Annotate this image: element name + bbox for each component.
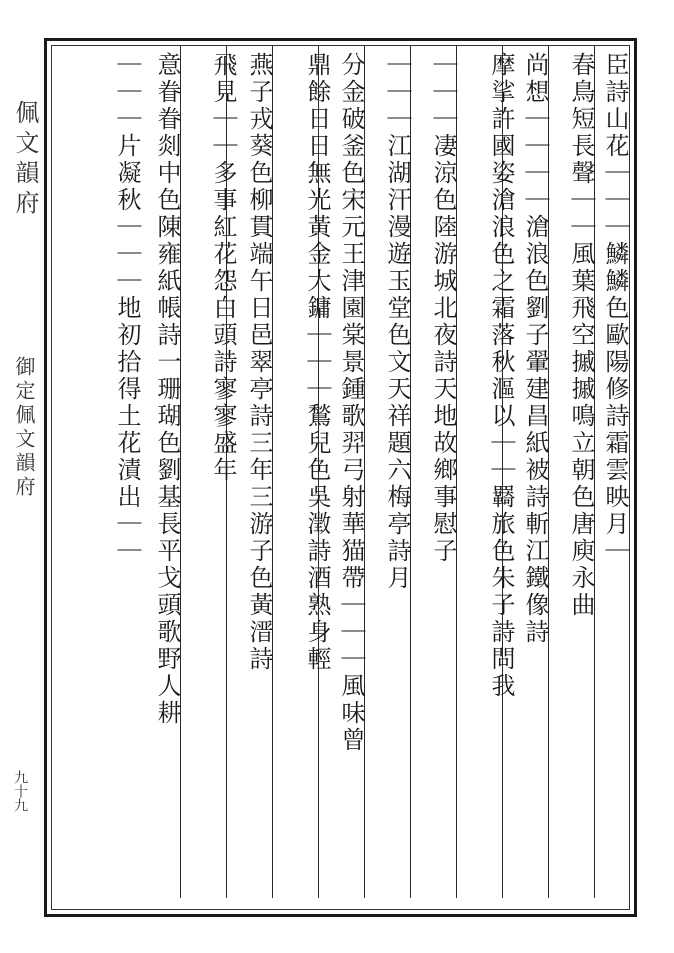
text-column-11: 意眷眷剡中色陳雍紙帳詩一珊瑚色劉基長平戈頭歌野人耕 — [153, 52, 181, 727]
page-number: 九十九 — [12, 770, 28, 812]
text-column-1: 臣詩山花｜｜｜鱗鱗色歐陽修詩霜雲映月｜ — [601, 52, 629, 565]
text-column-9: 燕子戎葵色柳貫端午日邑翠亭詩三年三游子色黃溍詩 — [245, 52, 273, 673]
text-column-10: 飛見｜｜多事紅花怨白頭詩寥寥盛年 — [209, 52, 237, 484]
text-column-3: 尚想｜｜｜｜滄浪色劉子翬建昌紙被詩斬江鐵像詩 — [521, 52, 549, 646]
page-margin — [0, 38, 44, 911]
text-column-2: 春鳥短長聲｜｜風葉飛空摵摵鳴立朝色唐庾永曲 — [567, 52, 595, 619]
text-column-4: 摩挲許國姿滄浪色之霜落秋漚以｜｜羇旅色朱子詩問我 — [487, 52, 515, 700]
text-column-8: 鼎餘日日無光黃金大鏞｜｜｜鶖兒色吳澂詩酒熟身輕 — [303, 52, 331, 673]
book-subtitle: 御定佩文韻府 — [12, 356, 36, 500]
book-title: 佩文韻府 — [11, 100, 39, 220]
text-column-12: ｜｜｜片凝秋｜｜｜地初拾得土花漬出｜｜ — [113, 52, 141, 565]
text-column-7: 分金破釜色宋元王津園棠景鍾歌羿弓射華猫帶｜｜｜風味曾 — [337, 52, 365, 754]
text-column-6: ｜｜｜江湖汗漫遊玉堂色文天祥題六梅亭詩月 — [383, 52, 411, 592]
text-column-5: ｜｜｜凄涼色陸游城北夜詩天地故鄉事慰子 — [429, 52, 457, 565]
